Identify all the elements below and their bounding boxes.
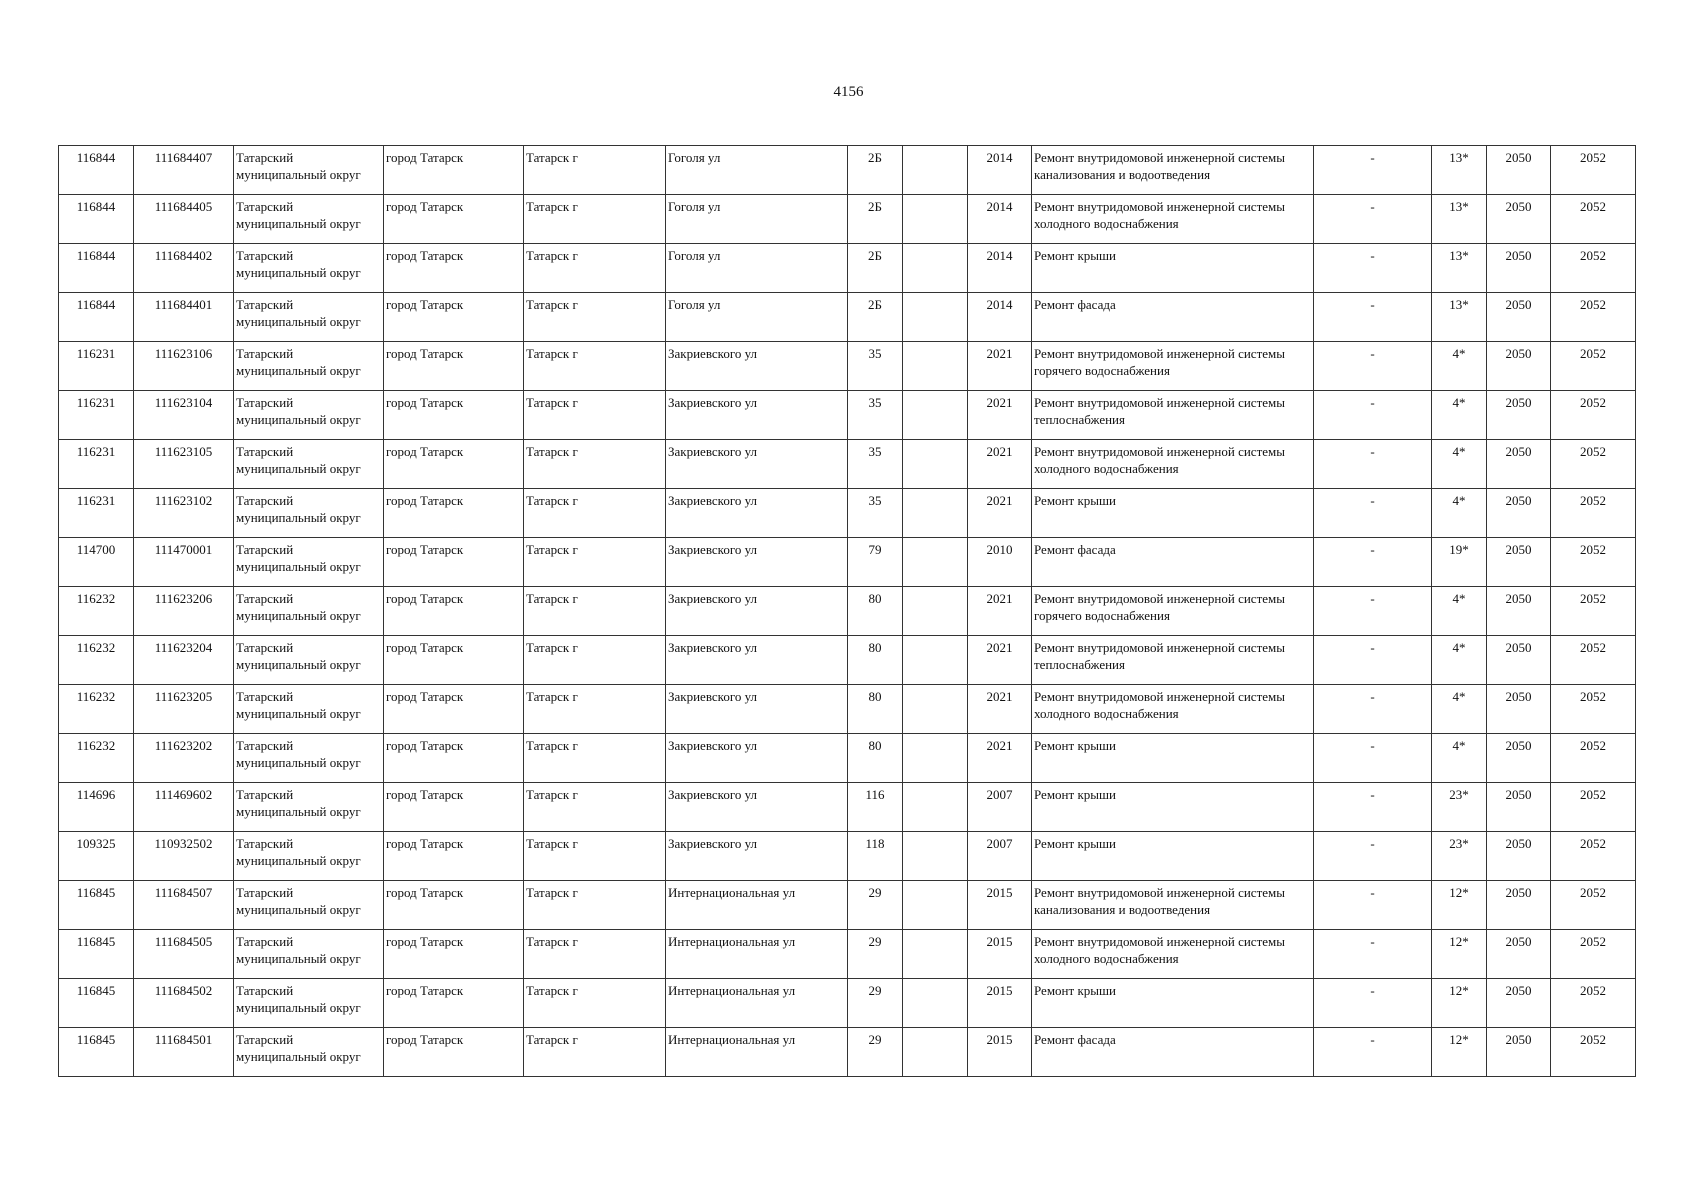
- year-cell: 2010: [968, 538, 1032, 587]
- page-number: 4156: [833, 84, 864, 100]
- street-cell: Закриевского ул: [666, 489, 848, 538]
- year-cell: 2021: [968, 734, 1032, 783]
- settlement-cell: город Татарск: [384, 685, 524, 734]
- start-year-cell: 2050: [1487, 685, 1551, 734]
- locality-cell: Татарск г: [524, 881, 666, 930]
- settlement-cell: город Татарск: [384, 636, 524, 685]
- record-id-cell: 116231: [59, 489, 134, 538]
- district-cell: Татарский муниципальный округ: [234, 587, 384, 636]
- work-type-cell: Ремонт крыши: [1032, 244, 1314, 293]
- locality-cell: Татарск г: [524, 1028, 666, 1077]
- work-type-cell: Ремонт внутридомовой инженерной системы канализования и водоотведения: [1032, 146, 1314, 195]
- element-id-cell: 111684402: [134, 244, 234, 293]
- street-cell: Интернациональная ул: [666, 1028, 848, 1077]
- house-number-cell: 80: [848, 685, 903, 734]
- work-type-cell: Ремонт фасада: [1032, 293, 1314, 342]
- district-cell: Татарский муниципальный округ: [234, 489, 384, 538]
- start-year-cell: 2050: [1487, 342, 1551, 391]
- count-cell: 4*: [1432, 440, 1487, 489]
- year-cell: 2021: [968, 587, 1032, 636]
- value-cell: -: [1314, 783, 1432, 832]
- table-row: [59, 244, 1636, 293]
- locality-cell: Татарск г: [524, 195, 666, 244]
- element-id-cell: 111623206: [134, 587, 234, 636]
- table-row: [59, 195, 1636, 244]
- street-cell: Закриевского ул: [666, 636, 848, 685]
- settlement-cell: город Татарск: [384, 195, 524, 244]
- work-type-cell: Ремонт крыши: [1032, 979, 1314, 1028]
- table-row: [59, 489, 1636, 538]
- end-year-cell: 2052: [1551, 244, 1636, 293]
- end-year-cell: 2052: [1551, 783, 1636, 832]
- building-cell: [903, 881, 968, 930]
- end-year-cell: 2052: [1551, 293, 1636, 342]
- year-cell: 2014: [968, 195, 1032, 244]
- street-cell: Закриевского ул: [666, 734, 848, 783]
- building-cell: [903, 146, 968, 195]
- end-year-cell: 2052: [1551, 979, 1636, 1028]
- district-cell: Татарский муниципальный округ: [234, 930, 384, 979]
- work-type-cell: Ремонт внутридомовой инженерной системы горячего водоснабжения: [1032, 342, 1314, 391]
- end-year-cell: 2052: [1551, 832, 1636, 881]
- year-cell: 2021: [968, 342, 1032, 391]
- record-id-cell: 116231: [59, 391, 134, 440]
- locality-cell: Татарск г: [524, 391, 666, 440]
- year-cell: 2014: [968, 146, 1032, 195]
- record-id-cell: 116844: [59, 293, 134, 342]
- work-type-cell: Ремонт крыши: [1032, 783, 1314, 832]
- house-number-cell: 35: [848, 489, 903, 538]
- work-type-cell: Ремонт внутридомовой инженерной системы теплоснабжения: [1032, 636, 1314, 685]
- element-id-cell: 111623106: [134, 342, 234, 391]
- table-row: [59, 146, 1636, 195]
- year-cell: 2021: [968, 391, 1032, 440]
- house-number-cell: 2Б: [848, 293, 903, 342]
- record-id-cell: 116845: [59, 979, 134, 1028]
- house-number-cell: 29: [848, 979, 903, 1028]
- count-cell: 23*: [1432, 783, 1487, 832]
- work-type-cell: Ремонт внутридомовой инженерной системы холодного водоснабжения: [1032, 195, 1314, 244]
- record-id-cell: 114696: [59, 783, 134, 832]
- settlement-cell: город Татарск: [384, 979, 524, 1028]
- building-cell: [903, 293, 968, 342]
- start-year-cell: 2050: [1487, 293, 1551, 342]
- start-year-cell: 2050: [1487, 244, 1551, 293]
- work-type-cell: Ремонт крыши: [1032, 489, 1314, 538]
- district-cell: Татарский муниципальный округ: [234, 195, 384, 244]
- building-cell: [903, 391, 968, 440]
- year-cell: 2021: [968, 685, 1032, 734]
- count-cell: 4*: [1432, 342, 1487, 391]
- count-cell: 23*: [1432, 832, 1487, 881]
- element-id-cell: 111469602: [134, 783, 234, 832]
- locality-cell: Татарск г: [524, 538, 666, 587]
- settlement-cell: город Татарск: [384, 930, 524, 979]
- end-year-cell: 2052: [1551, 1028, 1636, 1077]
- year-cell: 2021: [968, 489, 1032, 538]
- value-cell: -: [1314, 489, 1432, 538]
- table-row: [59, 1028, 1636, 1077]
- district-cell: Татарский муниципальный округ: [234, 391, 384, 440]
- work-type-cell: Ремонт внутридомовой инженерной системы холодного водоснабжения: [1032, 440, 1314, 489]
- record-id-cell: 116232: [59, 685, 134, 734]
- street-cell: Закриевского ул: [666, 832, 848, 881]
- locality-cell: Татарск г: [524, 636, 666, 685]
- record-id-cell: 116231: [59, 440, 134, 489]
- building-cell: [903, 930, 968, 979]
- end-year-cell: 2052: [1551, 440, 1636, 489]
- settlement-cell: город Татарск: [384, 832, 524, 881]
- table-row: [59, 783, 1636, 832]
- year-cell: 2007: [968, 832, 1032, 881]
- district-cell: Татарский муниципальный округ: [234, 293, 384, 342]
- start-year-cell: 2050: [1487, 1028, 1551, 1077]
- table-row: [59, 832, 1636, 881]
- settlement-cell: город Татарск: [384, 244, 524, 293]
- start-year-cell: 2050: [1487, 391, 1551, 440]
- start-year-cell: 2050: [1487, 489, 1551, 538]
- work-type-cell: Ремонт внутридомовой инженерной системы холодного водоснабжения: [1032, 685, 1314, 734]
- value-cell: -: [1314, 146, 1432, 195]
- start-year-cell: 2050: [1487, 195, 1551, 244]
- district-cell: Татарский муниципальный округ: [234, 881, 384, 930]
- district-cell: Татарский муниципальный округ: [234, 244, 384, 293]
- value-cell: -: [1314, 979, 1432, 1028]
- settlement-cell: город Татарск: [384, 538, 524, 587]
- year-cell: 2015: [968, 881, 1032, 930]
- element-id-cell: 111684401: [134, 293, 234, 342]
- start-year-cell: 2050: [1487, 538, 1551, 587]
- value-cell: -: [1314, 930, 1432, 979]
- value-cell: -: [1314, 195, 1432, 244]
- value-cell: -: [1314, 244, 1432, 293]
- count-cell: 13*: [1432, 244, 1487, 293]
- building-cell: [903, 342, 968, 391]
- building-cell: [903, 979, 968, 1028]
- element-id-cell: 111623204: [134, 636, 234, 685]
- count-cell: 4*: [1432, 489, 1487, 538]
- street-cell: Закриевского ул: [666, 538, 848, 587]
- year-cell: 2015: [968, 979, 1032, 1028]
- end-year-cell: 2052: [1551, 391, 1636, 440]
- element-id-cell: 111684405: [134, 195, 234, 244]
- value-cell: -: [1314, 342, 1432, 391]
- registry-table: [58, 145, 1636, 1077]
- building-cell: [903, 244, 968, 293]
- table-row: [59, 685, 1636, 734]
- record-id-cell: 116231: [59, 342, 134, 391]
- count-cell: 4*: [1432, 734, 1487, 783]
- district-cell: Татарский муниципальный округ: [234, 783, 384, 832]
- record-id-cell: 116845: [59, 881, 134, 930]
- building-cell: [903, 538, 968, 587]
- end-year-cell: 2052: [1551, 734, 1636, 783]
- table-row: [59, 930, 1636, 979]
- house-number-cell: 29: [848, 930, 903, 979]
- table-row: [59, 293, 1636, 342]
- house-number-cell: 35: [848, 342, 903, 391]
- house-number-cell: 35: [848, 440, 903, 489]
- house-number-cell: 80: [848, 587, 903, 636]
- district-cell: Татарский муниципальный округ: [234, 685, 384, 734]
- value-cell: -: [1314, 293, 1432, 342]
- table-body: [59, 146, 1636, 1077]
- value-cell: -: [1314, 636, 1432, 685]
- house-number-cell: 80: [848, 734, 903, 783]
- end-year-cell: 2052: [1551, 342, 1636, 391]
- district-cell: Татарский муниципальный округ: [234, 1028, 384, 1077]
- street-cell: Интернациональная ул: [666, 930, 848, 979]
- start-year-cell: 2050: [1487, 440, 1551, 489]
- street-cell: Закриевского ул: [666, 685, 848, 734]
- value-cell: -: [1314, 391, 1432, 440]
- end-year-cell: 2052: [1551, 489, 1636, 538]
- start-year-cell: 2050: [1487, 881, 1551, 930]
- table-row: [59, 979, 1636, 1028]
- count-cell: 13*: [1432, 293, 1487, 342]
- element-id-cell: 111623202: [134, 734, 234, 783]
- settlement-cell: город Татарск: [384, 342, 524, 391]
- building-cell: [903, 685, 968, 734]
- start-year-cell: 2050: [1487, 930, 1551, 979]
- count-cell: 4*: [1432, 685, 1487, 734]
- start-year-cell: 2050: [1487, 783, 1551, 832]
- locality-cell: Татарск г: [524, 832, 666, 881]
- table-row: [59, 587, 1636, 636]
- locality-cell: Татарск г: [524, 146, 666, 195]
- locality-cell: Татарск г: [524, 293, 666, 342]
- record-id-cell: 114700: [59, 538, 134, 587]
- house-number-cell: 2Б: [848, 244, 903, 293]
- start-year-cell: 2050: [1487, 636, 1551, 685]
- work-type-cell: Ремонт крыши: [1032, 832, 1314, 881]
- street-cell: Закриевского ул: [666, 342, 848, 391]
- value-cell: -: [1314, 538, 1432, 587]
- settlement-cell: город Татарск: [384, 489, 524, 538]
- settlement-cell: город Татарск: [384, 587, 524, 636]
- value-cell: -: [1314, 685, 1432, 734]
- street-cell: Гоголя ул: [666, 244, 848, 293]
- house-number-cell: 80: [848, 636, 903, 685]
- value-cell: -: [1314, 734, 1432, 783]
- building-cell: [903, 734, 968, 783]
- house-number-cell: 118: [848, 832, 903, 881]
- end-year-cell: 2052: [1551, 685, 1636, 734]
- year-cell: 2014: [968, 293, 1032, 342]
- count-cell: 13*: [1432, 195, 1487, 244]
- work-type-cell: Ремонт внутридомовой инженерной системы холодного водоснабжения: [1032, 930, 1314, 979]
- element-id-cell: 111470001: [134, 538, 234, 587]
- element-id-cell: 111623205: [134, 685, 234, 734]
- work-type-cell: Ремонт фасада: [1032, 1028, 1314, 1077]
- record-id-cell: 116232: [59, 587, 134, 636]
- element-id-cell: 111623104: [134, 391, 234, 440]
- year-cell: 2015: [968, 1028, 1032, 1077]
- settlement-cell: город Татарск: [384, 440, 524, 489]
- count-cell: 12*: [1432, 979, 1487, 1028]
- year-cell: 2015: [968, 930, 1032, 979]
- work-type-cell: Ремонт внутридомовой инженерной системы горячего водоснабжения: [1032, 587, 1314, 636]
- building-cell: [903, 832, 968, 881]
- district-cell: Татарский муниципальный округ: [234, 734, 384, 783]
- building-cell: [903, 783, 968, 832]
- year-cell: 2021: [968, 440, 1032, 489]
- settlement-cell: город Татарск: [384, 391, 524, 440]
- record-id-cell: 116232: [59, 734, 134, 783]
- table-row: [59, 881, 1636, 930]
- record-id-cell: 116845: [59, 1028, 134, 1077]
- count-cell: 12*: [1432, 930, 1487, 979]
- element-id-cell: 111684501: [134, 1028, 234, 1077]
- settlement-cell: город Татарск: [384, 783, 524, 832]
- district-cell: Татарский муниципальный округ: [234, 636, 384, 685]
- building-cell: [903, 587, 968, 636]
- table-row: [59, 636, 1636, 685]
- district-cell: Татарский муниципальный округ: [234, 440, 384, 489]
- locality-cell: Татарск г: [524, 734, 666, 783]
- element-id-cell: 111623105: [134, 440, 234, 489]
- start-year-cell: 2050: [1487, 734, 1551, 783]
- year-cell: 2021: [968, 636, 1032, 685]
- locality-cell: Татарск г: [524, 587, 666, 636]
- street-cell: Гоголя ул: [666, 146, 848, 195]
- table-row: [59, 734, 1636, 783]
- count-cell: 4*: [1432, 587, 1487, 636]
- table-row: [59, 440, 1636, 489]
- record-id-cell: 116844: [59, 146, 134, 195]
- house-number-cell: 116: [848, 783, 903, 832]
- end-year-cell: 2052: [1551, 587, 1636, 636]
- building-cell: [903, 195, 968, 244]
- work-type-cell: Ремонт внутридомовой инженерной системы канализования и водоотведения: [1032, 881, 1314, 930]
- record-id-cell: 116844: [59, 195, 134, 244]
- record-id-cell: 116845: [59, 930, 134, 979]
- house-number-cell: 29: [848, 1028, 903, 1077]
- start-year-cell: 2050: [1487, 832, 1551, 881]
- house-number-cell: 79: [848, 538, 903, 587]
- end-year-cell: 2052: [1551, 636, 1636, 685]
- building-cell: [903, 636, 968, 685]
- building-cell: [903, 1028, 968, 1077]
- element-id-cell: 111684407: [134, 146, 234, 195]
- count-cell: 4*: [1432, 636, 1487, 685]
- street-cell: Интернациональная ул: [666, 979, 848, 1028]
- value-cell: -: [1314, 832, 1432, 881]
- district-cell: Татарский муниципальный округ: [234, 979, 384, 1028]
- start-year-cell: 2050: [1487, 979, 1551, 1028]
- district-cell: Татарский муниципальный округ: [234, 832, 384, 881]
- record-id-cell: 116232: [59, 636, 134, 685]
- count-cell: 4*: [1432, 391, 1487, 440]
- end-year-cell: 2052: [1551, 881, 1636, 930]
- count-cell: 12*: [1432, 881, 1487, 930]
- value-cell: -: [1314, 881, 1432, 930]
- locality-cell: Татарск г: [524, 685, 666, 734]
- street-cell: Интернациональная ул: [666, 881, 848, 930]
- element-id-cell: 111684507: [134, 881, 234, 930]
- value-cell: -: [1314, 1028, 1432, 1077]
- street-cell: Гоголя ул: [666, 195, 848, 244]
- value-cell: -: [1314, 440, 1432, 489]
- element-id-cell: 111684505: [134, 930, 234, 979]
- house-number-cell: 35: [848, 391, 903, 440]
- work-type-cell: Ремонт фасада: [1032, 538, 1314, 587]
- street-cell: Закриевского ул: [666, 440, 848, 489]
- district-cell: Татарский муниципальный округ: [234, 342, 384, 391]
- record-id-cell: 109325: [59, 832, 134, 881]
- end-year-cell: 2052: [1551, 146, 1636, 195]
- year-cell: 2014: [968, 244, 1032, 293]
- settlement-cell: город Татарск: [384, 734, 524, 783]
- start-year-cell: 2050: [1487, 587, 1551, 636]
- building-cell: [903, 440, 968, 489]
- count-cell: 19*: [1432, 538, 1487, 587]
- street-cell: Закриевского ул: [666, 587, 848, 636]
- table-row: [59, 391, 1636, 440]
- street-cell: Закриевского ул: [666, 783, 848, 832]
- district-cell: Татарский муниципальный округ: [234, 146, 384, 195]
- work-type-cell: Ремонт внутридомовой инженерной системы теплоснабжения: [1032, 391, 1314, 440]
- element-id-cell: 110932502: [134, 832, 234, 881]
- building-cell: [903, 489, 968, 538]
- table-row: [59, 538, 1636, 587]
- end-year-cell: 2052: [1551, 195, 1636, 244]
- locality-cell: Татарск г: [524, 244, 666, 293]
- locality-cell: Татарск г: [524, 342, 666, 391]
- count-cell: 13*: [1432, 146, 1487, 195]
- locality-cell: Татарск г: [524, 783, 666, 832]
- street-cell: Закриевского ул: [666, 391, 848, 440]
- settlement-cell: город Татарск: [384, 881, 524, 930]
- locality-cell: Татарск г: [524, 930, 666, 979]
- end-year-cell: 2052: [1551, 538, 1636, 587]
- table-row: [59, 342, 1636, 391]
- house-number-cell: 2Б: [848, 195, 903, 244]
- year-cell: 2007: [968, 783, 1032, 832]
- settlement-cell: город Татарск: [384, 146, 524, 195]
- value-cell: -: [1314, 587, 1432, 636]
- house-number-cell: 2Б: [848, 146, 903, 195]
- house-number-cell: 29: [848, 881, 903, 930]
- record-id-cell: 116844: [59, 244, 134, 293]
- element-id-cell: 111684502: [134, 979, 234, 1028]
- district-cell: Татарский муниципальный округ: [234, 538, 384, 587]
- element-id-cell: 111623102: [134, 489, 234, 538]
- settlement-cell: город Татарск: [384, 293, 524, 342]
- street-cell: Гоголя ул: [666, 293, 848, 342]
- locality-cell: Татарск г: [524, 979, 666, 1028]
- count-cell: 12*: [1432, 1028, 1487, 1077]
- work-type-cell: Ремонт крыши: [1032, 734, 1314, 783]
- start-year-cell: 2050: [1487, 146, 1551, 195]
- end-year-cell: 2052: [1551, 930, 1636, 979]
- locality-cell: Татарск г: [524, 440, 666, 489]
- locality-cell: Татарск г: [524, 489, 666, 538]
- settlement-cell: город Татарск: [384, 1028, 524, 1077]
